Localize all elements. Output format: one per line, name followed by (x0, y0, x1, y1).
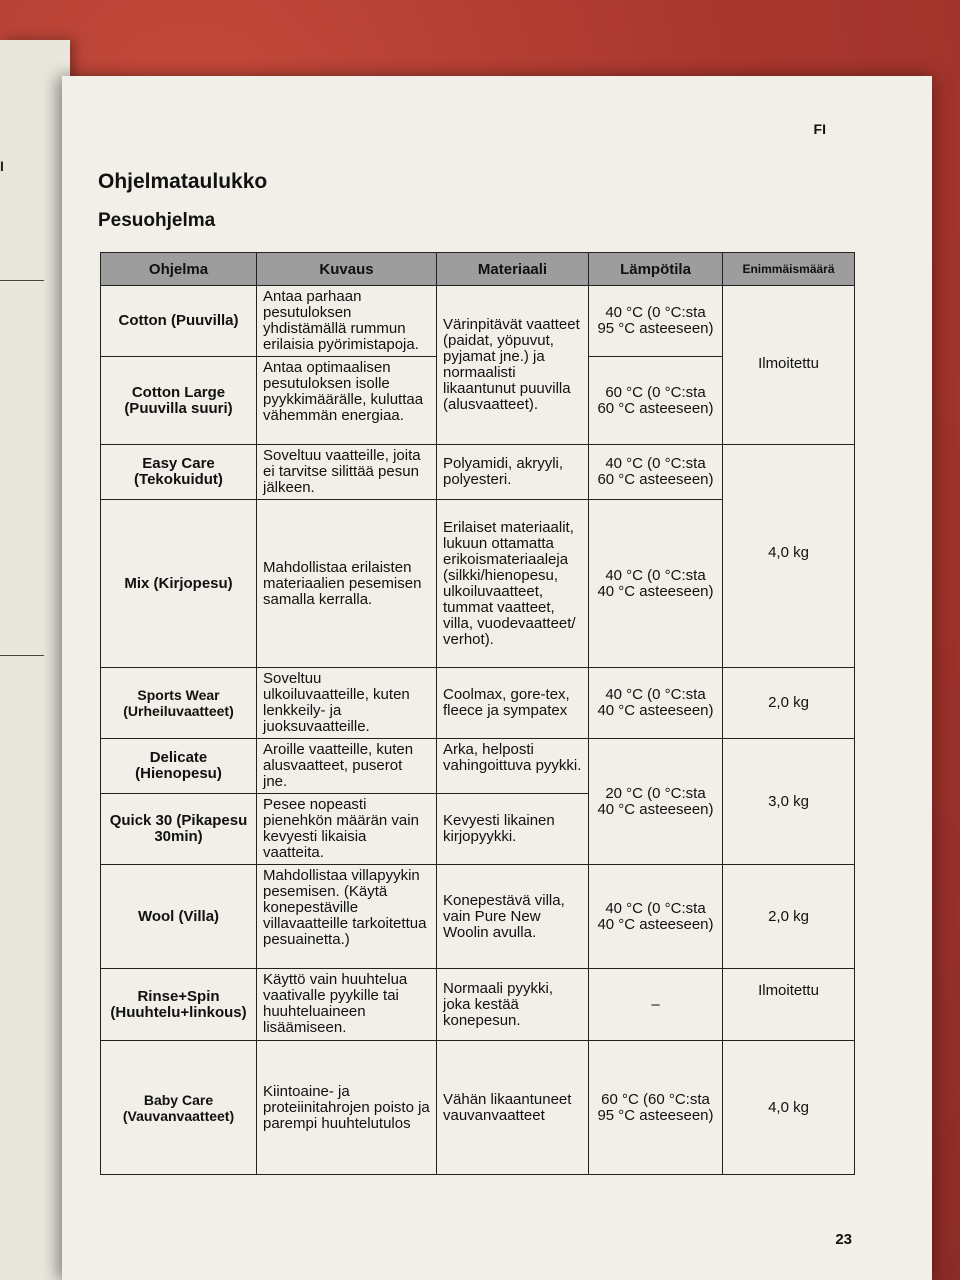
table-row (101, 445, 855, 500)
program-material: Erilaiset materiaalit, lukuun ottamatta erikoismateriaaleja (silkki/hienopesu, ulkoiluvaatteet, tummat vaatteet, villa, vuodevaatteet/ verhot). (437, 500, 589, 668)
program-material: Vähän likaantuneet vauvanvaatteet (437, 1041, 589, 1175)
program-max-load: 4,0 kg (723, 1041, 855, 1175)
program-temperature: 20 °C (0 °C:sta 40 °C asteeseen) (589, 739, 723, 865)
left-page-rule (0, 280, 44, 281)
program-max-load: 2,0 kg (723, 668, 855, 739)
program-name: Cotton (Puuvilla) (101, 286, 257, 357)
program-max-load: 2,0 kg (723, 865, 855, 969)
program-material: Arka, helposti vahingoittuva pyykki. (437, 739, 589, 794)
program-temperature: 40 °C (0 °C:sta 40 °C asteeseen) (589, 500, 723, 668)
program-description: Mahdollistaa erilaisten materiaalien pesemisen samalla kerralla. (257, 500, 437, 668)
program-temperature: 60 °C (0 °C:sta 60 °C asteeseen) (589, 357, 723, 445)
program-name: Easy Care (Tekokuidut) (101, 445, 257, 500)
program-table (100, 252, 855, 1175)
program-material: Kevyesti likainen kirjopyykki. (437, 794, 589, 865)
program-name: Wool (Villa) (101, 865, 257, 969)
table-row (101, 1041, 855, 1175)
program-max-load: 4,0 kg (723, 445, 855, 668)
table-header-row (101, 253, 855, 286)
program-description: Aroille vaatteille, kuten alusvaatteet, puserot jne. (257, 739, 437, 794)
left-page-mark: I (0, 158, 4, 174)
header-temperature: Lämpötila (589, 253, 723, 286)
page-number: 23 (835, 1231, 852, 1248)
program-material: Polyamidi, akryyli, polyesteri. (437, 445, 589, 500)
program-description: Antaa optimaalisen pesutuloksen isolle pyykkimäärälle, kuluttaa vähemmän energiaa. (257, 357, 437, 445)
program-description: Pesee nopeasti pienehkön määrän vain kevyesti likaisia vaatteita. (257, 794, 437, 865)
program-name: Cotton Large (Puuvilla suuri) (101, 357, 257, 445)
section-subtitle: Pesuohjelma (98, 210, 216, 231)
program-temperature: 40 °C (0 °C:sta 40 °C asteeseen) (589, 865, 723, 969)
program-description: Kiintoaine- ja proteiinitahrojen poisto ja parempi huuhtelutulos (257, 1041, 437, 1175)
left-page-edge (0, 40, 70, 1280)
manual-page (62, 76, 932, 1280)
program-name: Quick 30 (Pikapesu 30min) (101, 794, 257, 865)
program-temperature: 60 °C (60 °C:sta 95 °C asteeseen) (589, 1041, 723, 1175)
language-tag: FI (813, 121, 826, 137)
program-temperature: 40 °C (0 °C:sta 40 °C asteeseen) (589, 668, 723, 739)
program-max-load: Ilmoitettu (723, 969, 855, 1041)
header-max-load: Enimmäismäärä (723, 253, 855, 286)
program-material: Konepestävä villa, vain Pure New Woolin avulla. (437, 865, 589, 969)
table-row (101, 668, 855, 739)
program-material: Värinpitävät vaatteet (paidat, yöpuvut, pyjamat jne.) ja normaalisti likaantunut puuvilla (alusvaatteet). (437, 286, 589, 445)
program-name: Delicate (Hienopesu) (101, 739, 257, 794)
page-title: Ohjelmataulukko (98, 170, 268, 193)
table-row (101, 969, 855, 1041)
program-description: Mahdollistaa villapyykin pesemisen. (Käytä konepestäville villavaatteille tarkoitettua pesuainetta.) (257, 865, 437, 969)
left-page-rule (0, 655, 44, 656)
program-name: Rinse+Spin (Huuhtelu+linkous) (101, 969, 257, 1041)
program-description: Soveltuu vaatteille, joita ei tarvitse silittää pesun jälkeen. (257, 445, 437, 500)
program-temperature: 40 °C (0 °C:sta 60 °C asteeseen) (589, 445, 723, 500)
table-row (101, 865, 855, 969)
header-description: Kuvaus (257, 253, 437, 286)
program-description: Soveltuu ulkoiluvaatteille, kuten lenkkeily- ja juoksuvaatteille. (257, 668, 437, 739)
program-description: Antaa parhaan pesutuloksen yhdistämällä rummun erilaisia pyörimistapoja. (257, 286, 437, 357)
program-description: Käyttö vain huuhtelua vaativalle pyykille tai huuhteluaineen lisäämiseen. (257, 969, 437, 1041)
program-material: Coolmax, gore-tex, fleece ja sympatex (437, 668, 589, 739)
program-temperature: 40 °C (0 °C:sta 95 °C asteeseen) (589, 286, 723, 357)
table-row (101, 286, 855, 357)
program-max-load: 3,0 kg (723, 739, 855, 865)
program-material: Normaali pyykki, joka kestää konepesun. (437, 969, 589, 1041)
program-temperature: – (589, 969, 723, 1041)
table-row (101, 739, 855, 794)
header-material: Materiaali (437, 253, 589, 286)
program-name: Baby Care (Vauvanvaatteet) (101, 1041, 257, 1175)
program-name: Sports Wear (Urheiluvaatteet) (101, 668, 257, 739)
program-name: Mix (Kirjopesu) (101, 500, 257, 668)
program-max-load: Ilmoitettu (723, 286, 855, 445)
header-program: Ohjelma (101, 253, 257, 286)
